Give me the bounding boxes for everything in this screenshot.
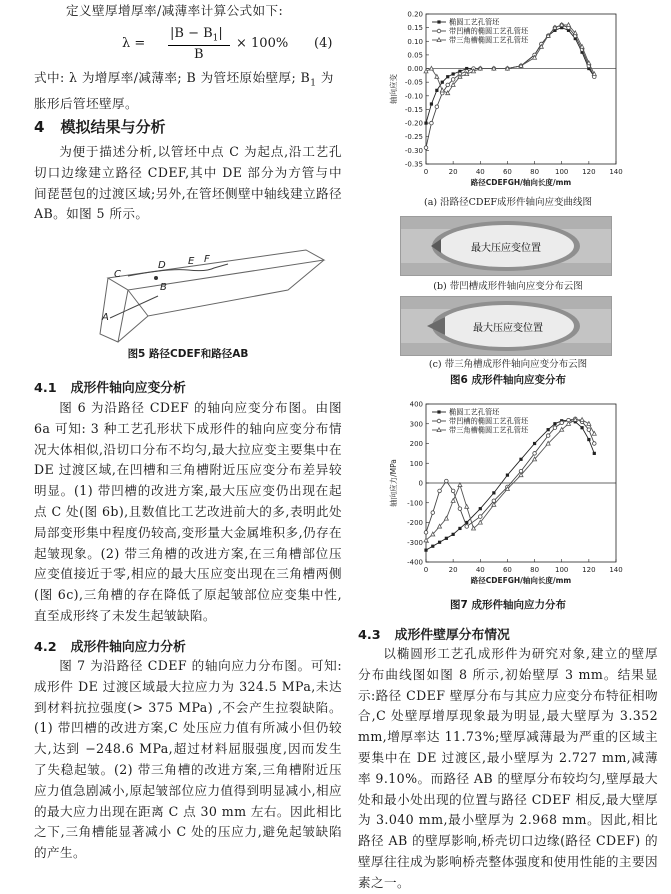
y-tick-label: 0.05 — [407, 51, 423, 60]
x-tick-label: 20 — [448, 566, 458, 574]
data-point — [424, 146, 428, 150]
data-point — [446, 75, 449, 78]
y-tick-label: -0.20 — [404, 119, 423, 128]
x-tick-label: 20 — [448, 168, 458, 176]
x-tick-label: 120 — [582, 168, 596, 176]
y-tick-label: -300 — [407, 538, 423, 547]
data-point — [429, 66, 433, 70]
y-tick-label: 0.10 — [407, 37, 423, 46]
data-point — [465, 505, 469, 509]
data-point — [458, 527, 461, 530]
data-point — [580, 426, 583, 429]
legend-label: 带三角槽椭圆工艺孔管坯 — [449, 425, 529, 435]
y-tick-label: -0.10 — [404, 92, 423, 101]
figure-6a-caption: (a) 沿路径CDEF成形件轴向应变曲线图 — [423, 197, 592, 208]
series-line-3 — [426, 420, 594, 540]
figure-6b-caption: (b) 带凹槽成形件轴向应变分布云图 — [433, 281, 583, 292]
cutout-edge — [128, 264, 228, 276]
fig6c-max-strain-label: 最大压应变位置 — [473, 323, 543, 334]
data-point — [445, 479, 449, 483]
data-point — [458, 507, 462, 511]
data-point — [430, 102, 433, 105]
data-point — [492, 491, 495, 494]
y-tick-label: 0.15 — [407, 24, 423, 33]
y-tick-label: -0.05 — [404, 78, 423, 87]
figure-6b-strain-contour — [400, 216, 612, 276]
data-point — [593, 452, 596, 455]
legend-label: 椭圆工艺孔管坯 — [449, 407, 500, 417]
y-tick-label: -400 — [407, 558, 423, 567]
x-tick-label: 80 — [530, 566, 540, 574]
data-point — [587, 428, 591, 432]
series-line-2 — [426, 416, 594, 533]
data-point — [560, 421, 564, 425]
figure-6c-strain-contour — [400, 296, 612, 356]
data-point — [424, 549, 427, 552]
data-point — [587, 422, 591, 426]
data-point — [424, 69, 428, 73]
data-point — [553, 422, 556, 425]
y-tick-label: -200 — [407, 519, 423, 527]
y-tick-label: 400 — [409, 400, 423, 409]
series-line-1 — [426, 420, 594, 550]
y-tick-label: -0.15 — [404, 105, 423, 114]
data-point — [438, 541, 441, 544]
y-tick-label: -100 — [407, 499, 423, 508]
data-point — [452, 72, 455, 75]
paragraph-4-1: 图 6 为沿路径 CDEF 的轴向应变分布图。由图 6a 可知: 3 种工艺孔形状下成形件的轴向应变分布情况大体相似,沿切口分布不均匀,最大拉应变主要集中在 DE 过渡区域,在凹槽和三角槽附近压应变分布差异较明显。(1) 带凹槽的改进方案,最大压应变仍出现在起点 C 处(图 6b),且数值比工艺改进前大的多,表明此处局部变形集中程度仍较高,变形量大金属堆积多,仍存在起皱现象。(2) 带三角槽的改进方案,在三角槽部位压应变值接近于零,相应的最大压应变出现在三角槽两侧(图 6c),三角槽的存在降低了原起皱部位应变集中性,直至成形终了未发生起皱缺陷。 — [34, 400, 342, 623]
fig5-label-d: D — [158, 260, 166, 271]
paragraph-4-intro: 为便于描述分析,以管坯中点 C 为起点,沿工艺孔切口边缘建立路径 CDEF,其中 DE 部分为方管与中间琵琶包的过渡区域;另外,在管坯侧壁中轴线建立路径 AB。如图 5 所示。 — [34, 144, 342, 222]
fig5-label-f: F — [204, 254, 210, 265]
data-point — [430, 121, 434, 125]
y-tick-label: -0.35 — [404, 160, 423, 169]
data-point — [533, 452, 537, 456]
data-point — [440, 88, 444, 92]
data-point — [446, 83, 450, 87]
y-tick-label: 100 — [409, 459, 423, 468]
x-tick-label: 40 — [475, 566, 485, 574]
section-4-3-heading: 4.3 成形件壁厚分布情况 — [358, 628, 510, 643]
data-point — [438, 489, 442, 493]
data-point — [533, 442, 536, 445]
data-point — [424, 121, 427, 124]
figure-6c-caption: (c) 带三角槽成形件轴向应变分布云图 — [428, 359, 588, 370]
data-point — [479, 507, 482, 510]
data-point — [431, 545, 434, 548]
x-axis-title: 路径CDEFGH/轴向长度/mm — [470, 576, 572, 585]
fig5-label-e: E — [188, 256, 195, 267]
data-point — [567, 422, 571, 426]
data-point — [567, 23, 571, 27]
x-tick-label: 40 — [475, 168, 485, 176]
data-point — [445, 537, 448, 540]
formula-lhs: λ = — [122, 36, 146, 51]
figure-6-caption: 图6 成形件轴向应变分布 — [450, 374, 566, 386]
data-point — [465, 525, 469, 529]
x-tick-label: 120 — [582, 566, 596, 574]
section-4-heading: 4 模拟结果与分析 — [34, 118, 166, 136]
formula-intro: 定义壁厚增厚率/减薄率计算公式如下: — [66, 3, 284, 18]
formula-where: 式中: λ 为增厚率/减薄率; B 为管坯原始壁厚; $B_1$ 为 胀形后管坯壁厚。 — [34, 70, 334, 112]
tube-outline-top — [108, 250, 324, 290]
y-tick-label: 0.20 — [407, 10, 423, 19]
data-point — [580, 45, 584, 49]
y-axis-title: 轴向应变 — [389, 74, 398, 104]
legend-marker — [437, 419, 441, 423]
formula-fraction-line — [168, 45, 230, 46]
x-tick-label: 140 — [609, 168, 623, 176]
path-ab — [110, 296, 158, 318]
figure-6a-strain-chart — [388, 8, 628, 194]
data-point — [451, 78, 455, 82]
formula-numerator: $|B - B_1|$ — [170, 26, 223, 44]
paragraph-4-3: 以椭圆形工艺孔成形件为研究对象,建立的壁厚分布曲线图如图 8 所示,初始壁厚 3 mm。结果显示:路径 CDEF 壁厚分布与其应力应变分布特征相吻合,C 处壁厚增厚现象最为明显,最大壁厚为 3.352 mm,增厚率达 11.73%;壁厚减薄最为严重的区域主要集中在 DE 过渡区,最小壁厚为 2.727 mm,减薄率 9.10%。而路径 AB 的壁厚分布较均匀,壁厚最大处和最小处出现的位置与路径 CDEF 相反,最大壁厚为 3.040 mm,最小壁厚为 2.968 mm。因此,相比路径 AB 的壁厚影响,桥壳切口边缘(路径 CDEF) 的壁厚往往成为影响桥壳整体强度和使用性能的主要因素之一。 — [358, 646, 658, 890]
legend-marker — [437, 38, 441, 42]
data-point — [451, 499, 455, 503]
data-point — [506, 474, 509, 477]
fig5-label-c: C — [114, 269, 121, 280]
section-4-2-heading: 4.2 成形件轴向应力分析 — [34, 640, 186, 655]
legend-label: 带凹槽的椭圆工艺孔管坯 — [449, 416, 529, 426]
equation-number: (4) — [314, 36, 333, 51]
y-tick-label: -0.30 — [404, 146, 423, 155]
x-tick-label: 0 — [423, 168, 429, 176]
data-point — [592, 442, 596, 446]
fig5-label-a: A — [102, 312, 109, 323]
legend-marker — [437, 428, 441, 432]
legend-label: 带凹槽的椭圆工艺孔管坯 — [449, 26, 529, 36]
legend-marker — [437, 410, 440, 413]
x-tick-label: 100 — [555, 168, 569, 176]
legend-marker — [437, 29, 441, 33]
figure-5-sketch — [88, 244, 328, 346]
section-4-1-heading: 4.1 成形件轴向应变分析 — [34, 381, 186, 396]
data-point — [431, 511, 435, 515]
data-point — [452, 533, 455, 536]
x-tick-label: 60 — [502, 566, 512, 574]
data-point — [424, 531, 428, 535]
data-point — [435, 105, 439, 109]
formula-denominator: B — [194, 47, 204, 62]
legend-label: 椭圆工艺孔管坯 — [449, 17, 500, 27]
figure-7-caption: 图7 成形件轴向应力分布 — [450, 599, 566, 611]
y-tick-label: 0.00 — [407, 65, 423, 74]
fig5-label-b: B — [160, 282, 167, 293]
figure-7-stress-chart — [388, 398, 628, 594]
legend-marker — [437, 20, 440, 23]
fig6b-max-strain-label: 最大压应变位置 — [471, 243, 541, 254]
data-point — [592, 72, 596, 76]
data-point — [580, 418, 584, 422]
data-point — [441, 81, 444, 84]
data-point — [478, 515, 482, 519]
data-point — [547, 428, 550, 431]
data-point — [546, 434, 550, 438]
legend-label: 带三角槽椭圆工艺孔管坯 — [449, 35, 529, 45]
x-axis-title: 路径CDEFGH/轴向长度/mm — [470, 178, 572, 187]
y-tick-label: 300 — [409, 420, 423, 429]
y-tick-label: 0 — [418, 479, 423, 488]
x-tick-label: 140 — [609, 566, 623, 574]
data-point — [451, 489, 455, 493]
data-point — [444, 516, 448, 520]
y-tick-label: -0.25 — [404, 133, 423, 142]
formula-tail: × 100% — [236, 36, 289, 51]
data-point — [435, 89, 438, 92]
y-axis-title: 轴向应力/MPa — [389, 459, 398, 507]
data-point — [553, 426, 557, 430]
data-point — [519, 458, 522, 461]
x-tick-label: 60 — [502, 168, 512, 176]
paragraph-4-2: 图 7 为沿路径 CDEF 的轴向应力分布图。可知:成形件 DE 过渡区域最大拉应力为 324.5 MPa,未达到材料抗拉强度(> 375 MPa) ,不会产生拉裂缺陷。(1) 带凹槽的改进方案,C 处压应力值有所减小但仍较大,达到 −248.6 MPa,超过材料屈服强度,因而发生了失稳起皱。(2) 带三角槽的改进方案,三角槽附近压应力值急剧减小,原起皱部位应力值得到明显减小,相应的最大应力出现在距离 C 点 30 mm 左右。因此相比之下,三角槽能显著减小 C 处的压应力,避免起皱缺陷的产生。 — [34, 658, 342, 861]
y-tick-label: 200 — [409, 440, 423, 448]
figure-5-caption: 图5 路径CDEF和路径AB — [127, 348, 249, 360]
x-tick-label: 80 — [530, 168, 540, 176]
x-tick-label: 0 — [423, 566, 429, 574]
x-tick-label: 100 — [555, 566, 569, 574]
data-point — [587, 438, 590, 441]
